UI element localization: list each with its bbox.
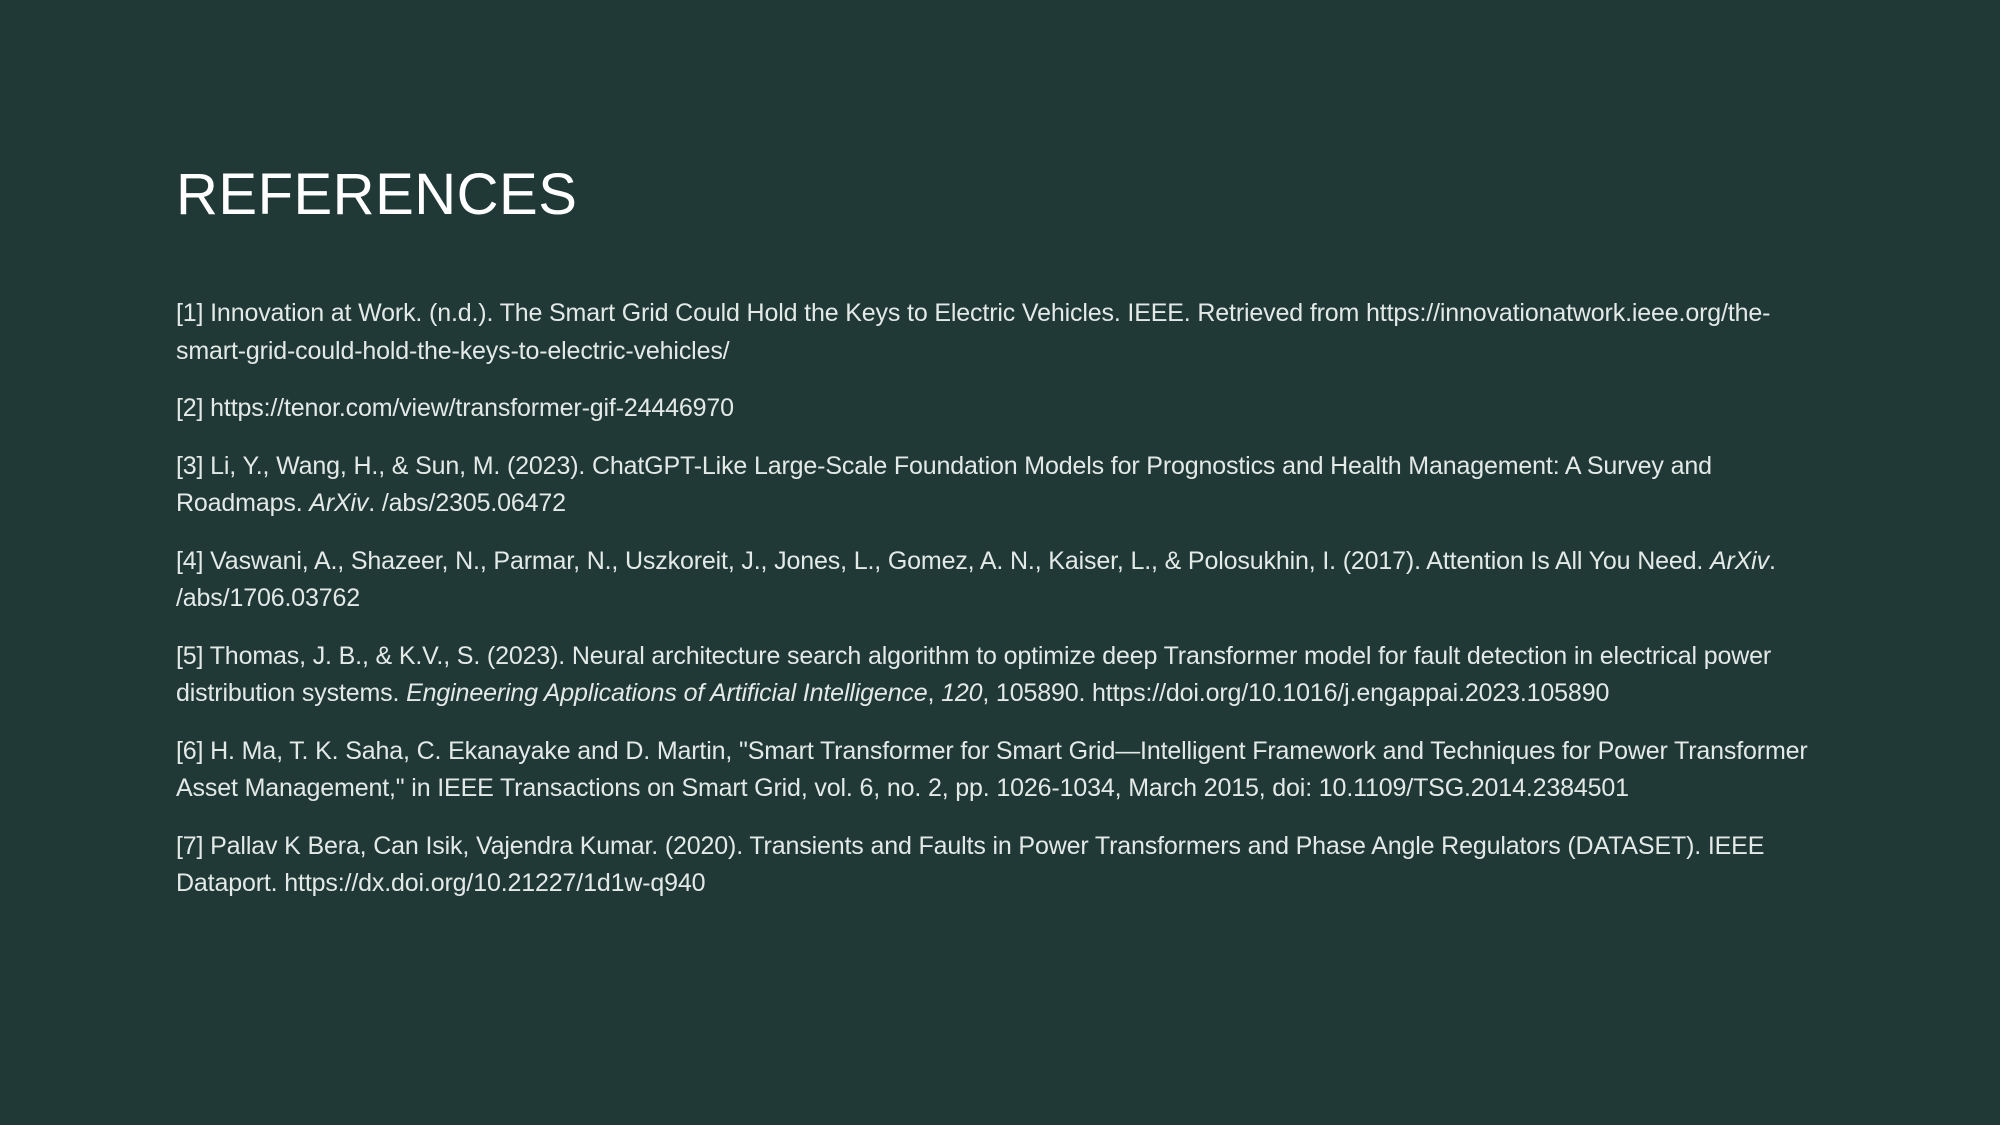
reference-text: [7] Pallav K Bera, Can Isik, Vajendra Kumar. (2020). Transients and Faults in Power Transformers and Phase Angle Regulators (DATASET). IEEE Dataport. https://dx.doi.org/10.21227/1d1w-q940 bbox=[176, 831, 1765, 897]
reference-text: , bbox=[927, 679, 942, 707]
reference-text: [6] H. Ma, T. K. Saha, C. Ekanayake and D. Martin, "Smart Transformer for Smart Grid—Intelligent Framework and Techniques for Power Transformer Asset Management," in IEEE Transactions on Smart Grid, vol. 6, no. 2, pp. 1026-1034, March 2015, doi: 10.1109/TSG.2014.2384501 bbox=[176, 736, 1808, 802]
reference-item-1 bbox=[176, 295, 1826, 370]
reference-text: [2] https://tenor.com/view/transformer-gif-24446970 bbox=[176, 394, 734, 422]
reference-text: [4] Vaswani, A., Shazeer, N., Parmar, N., Uszkoreit, J., Jones, L., Gomez, A. N., Kaiser, L., & Polosukhin, I. (2017). Attention Is All You Need. bbox=[176, 546, 1710, 575]
reference-item-5 bbox=[176, 638, 1826, 713]
reference-italic-text: ArXiv bbox=[1709, 546, 1769, 575]
reference-text: . /abs/1706.03762 bbox=[176, 546, 1776, 612]
reference-text: , 105890. https://doi.org/10.1016/j.engappai.2023.105890 bbox=[982, 679, 1610, 707]
reference-italic-text: ArXiv bbox=[309, 489, 369, 517]
reference-item-6 bbox=[176, 733, 1826, 808]
reference-text: [3] Li, Y., Wang, H., & Sun, M. (2023). ChatGPT-Like Large-Scale Foundation Models for Prognostics and Health Management: A Survey and Roadmaps. bbox=[176, 451, 1712, 517]
reference-text: [5] Thomas, J. B., & K.V., S. (2023). Neural architecture search algorithm to optimize deep Transformer model for fault detection in electrical power distribution systems. bbox=[176, 641, 1772, 707]
reference-item-7 bbox=[176, 828, 1826, 903]
reference-text: [1] Innovation at Work. (n.d.). The Smart Grid Could Hold the Keys to Electric Vehicles. IEEE. Retrieved from https://innovationatwork.ieee.org/the-smart-grid-could-hold-the-keys-to-electric-vehicles/ bbox=[176, 299, 1771, 365]
slide-title: REFERENCES bbox=[176, 162, 578, 227]
reference-item-3 bbox=[176, 448, 1826, 523]
reference-item-4 bbox=[176, 543, 1826, 618]
reference-italic-text: 120 bbox=[941, 679, 983, 707]
reference-text: . /abs/2305.06472 bbox=[368, 489, 566, 517]
reference-italic-text: Engineering Applications of Artificial Intelligence bbox=[406, 679, 928, 707]
reference-list bbox=[176, 295, 1826, 923]
reference-item-2 bbox=[176, 390, 1826, 428]
